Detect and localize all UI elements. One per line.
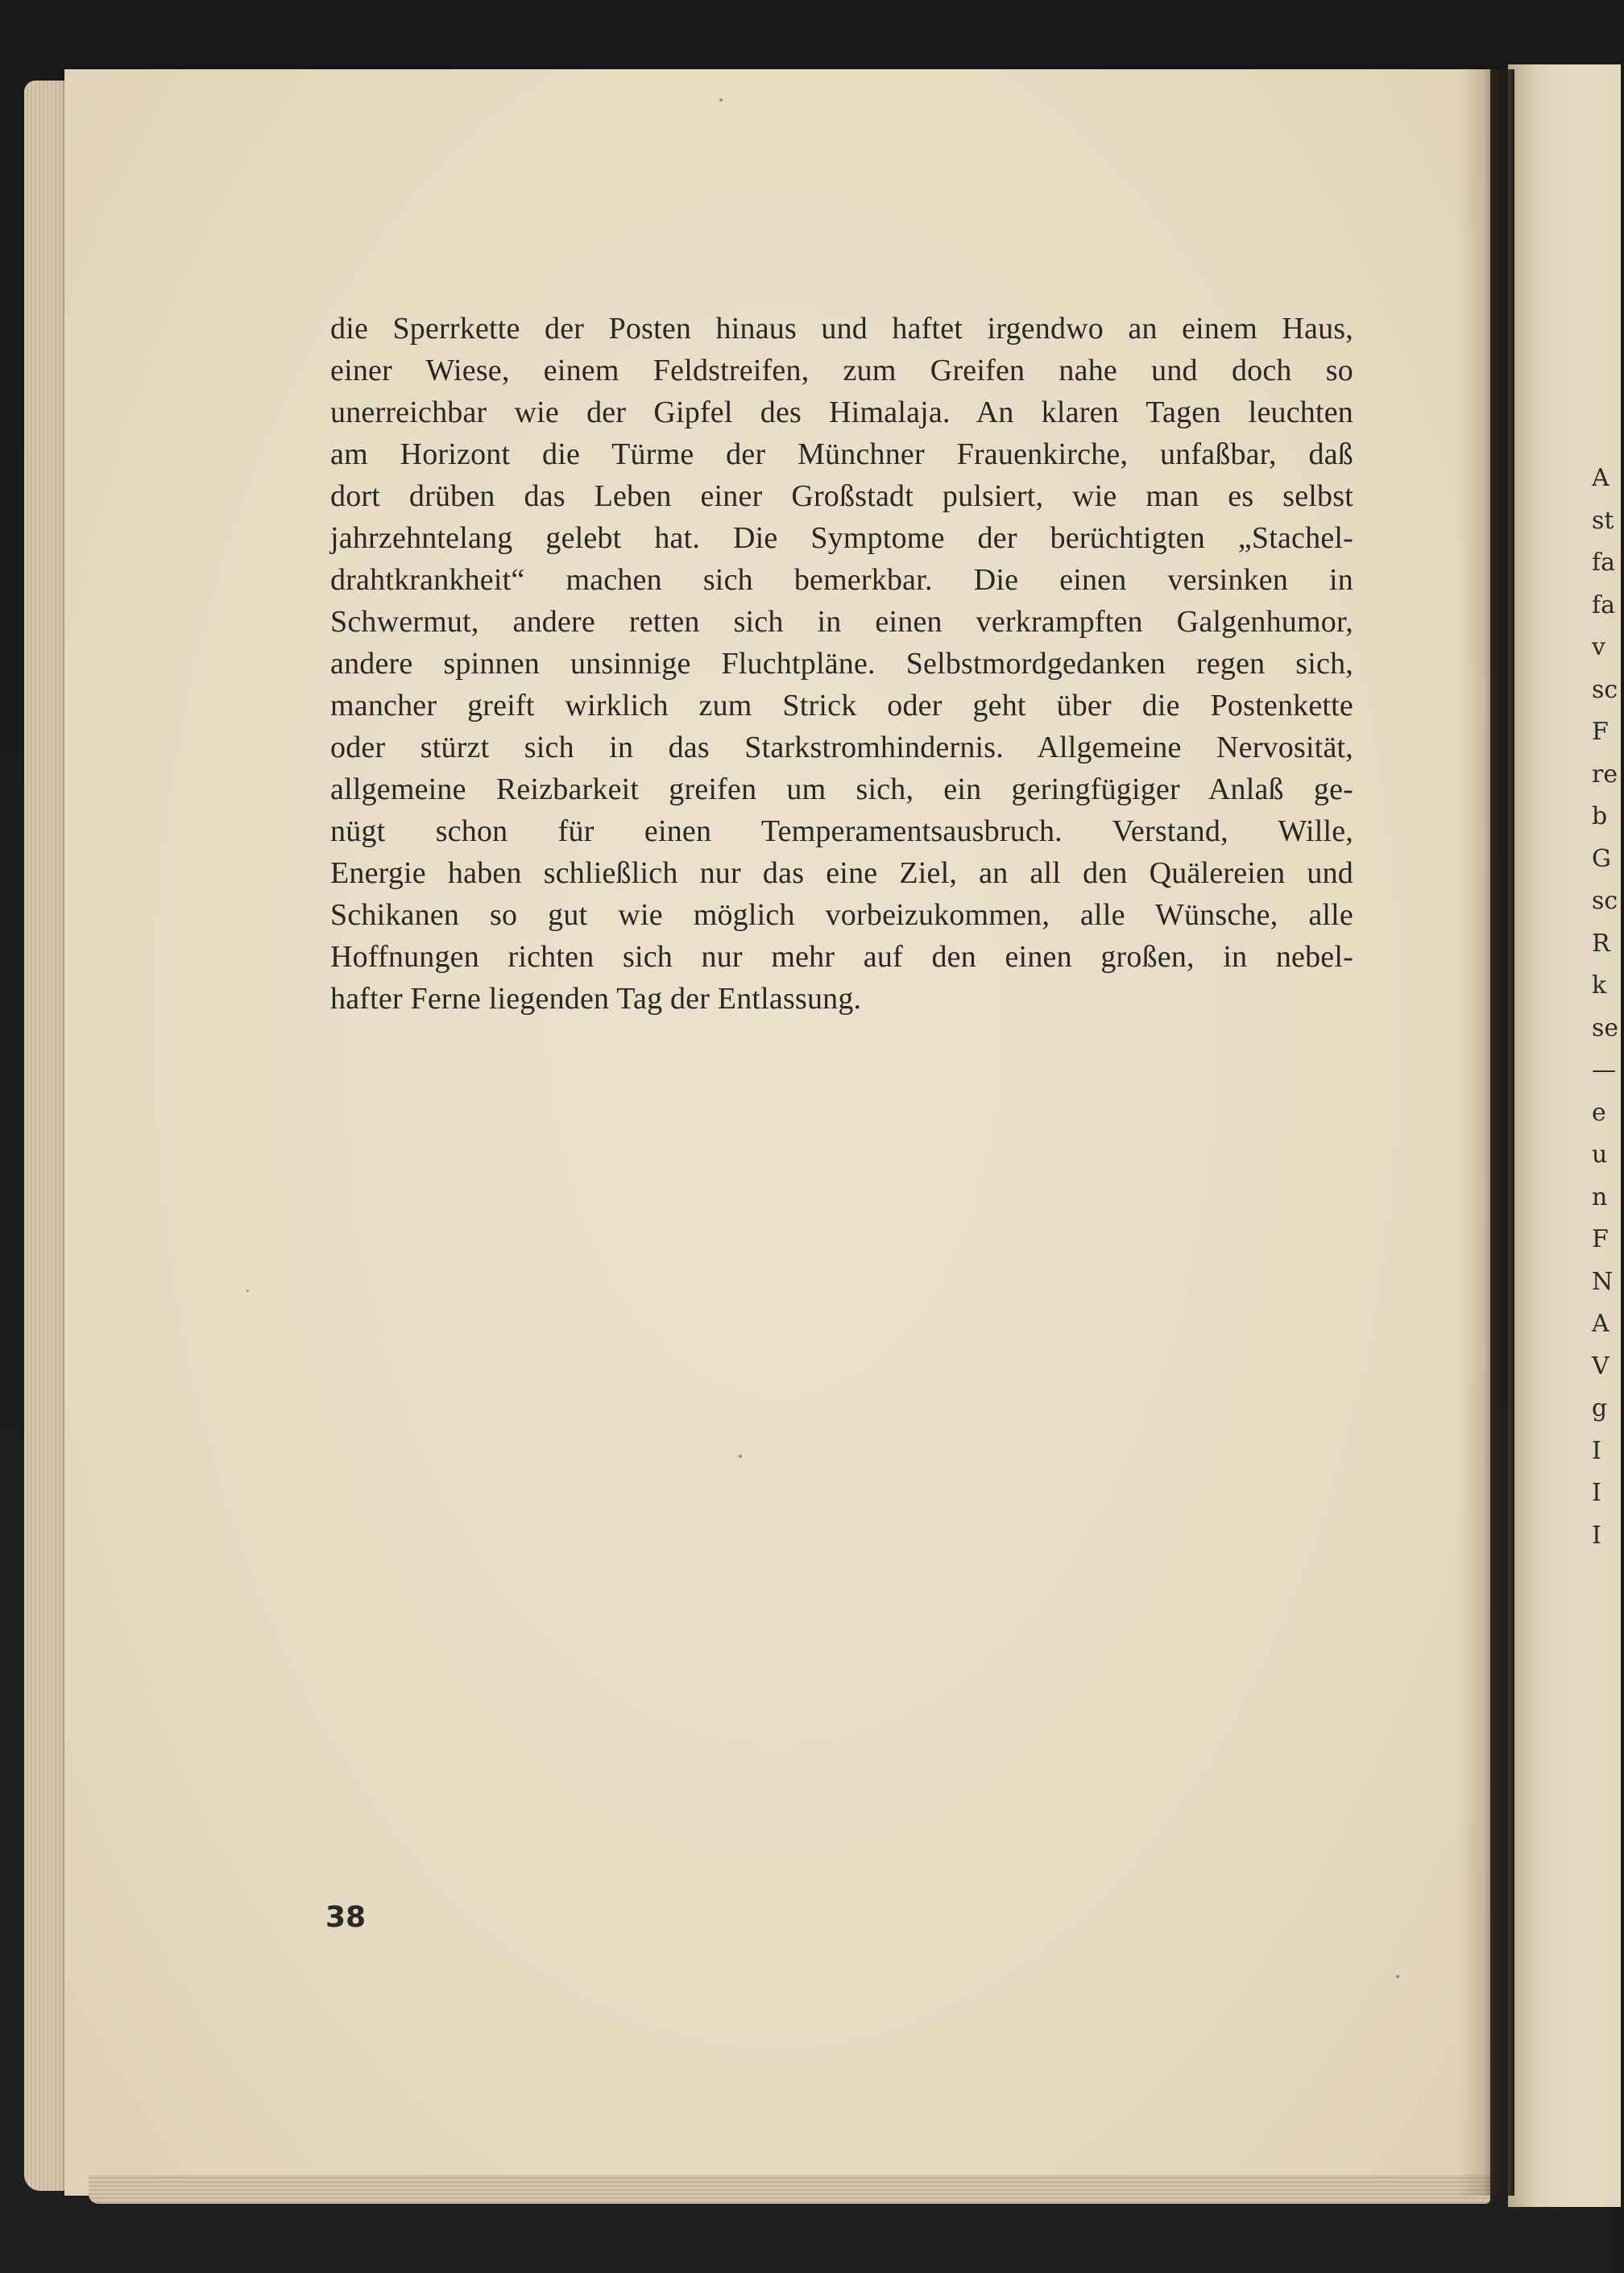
- text-line: einer Wiese, einem Feldstreifen, zum Greifen nahe und doch so: [330, 354, 1353, 387]
- right-fragment: A: [1592, 1310, 1610, 1338]
- text-line: dort drüben das Leben einer Großstadt pulsiert, wie man es selbst: [330, 479, 1353, 513]
- right-fragment: st: [1592, 506, 1614, 535]
- right-fragment: F: [1592, 1225, 1609, 1253]
- right-fragment: se: [1592, 1013, 1619, 1042]
- right-fragment: —: [1592, 1056, 1616, 1084]
- right-page-text-fragments: [1592, 464, 1624, 1563]
- right-fragment: n: [1592, 1182, 1608, 1211]
- body-paragraph: [330, 308, 1353, 1020]
- right-fragment: G: [1592, 844, 1611, 873]
- book-gutter: [1458, 69, 1514, 2196]
- right-fragment: A: [1592, 464, 1610, 492]
- right-fragment: F: [1592, 718, 1609, 746]
- bottom-page-stack-edge: [89, 2175, 1490, 2204]
- right-fragment: e: [1592, 1098, 1606, 1127]
- right-fragment: I: [1592, 1479, 1601, 1507]
- text-line: Schwermut, andere retten sich in einen verkrampften Galgenhumor,: [330, 605, 1353, 639]
- paper-speck: [719, 98, 723, 101]
- text-line: am Horizont die Türme der Münchner Frauenkirche, unfaßbar, daß: [330, 437, 1353, 471]
- paper-speck: [739, 1455, 742, 1458]
- text-line: allgemeine Reizbarkeit greifen um sich, ein geringfügiger Anlaß ge-: [330, 772, 1353, 806]
- text-line: Schikanen so gut wie möglich vorbeizukommen, alle Wünsche, alle: [330, 898, 1353, 932]
- text-line: die Sperrkette der Posten hinaus und haftet irgendwo an einem Haus,: [330, 312, 1353, 346]
- right-fragment: I: [1592, 1436, 1601, 1465]
- right-fragment: V: [1592, 1352, 1610, 1381]
- text-line: unerreichbar wie der Gipfel des Himalaja. An klaren Tagen leuchten: [330, 395, 1353, 429]
- right-fragment: fa: [1592, 590, 1615, 619]
- right-fragment: N: [1592, 1267, 1614, 1296]
- text-line: jahrzehntelang gelebt hat. Die Symptome der berüchtigten „Stachel-: [330, 521, 1353, 555]
- text-line: mancher greift wirklich zum Strick oder geht über die Postenkette: [330, 689, 1353, 722]
- paper-speck: [1396, 1975, 1399, 1978]
- text-line: oder stürzt sich in das Starkstromhindernis. Allgemeine Nervosität,: [330, 731, 1353, 764]
- text-line: Hoffnungen richten sich nur mehr auf den einen großen, in nebel-: [330, 940, 1353, 974]
- right-fragment: g: [1592, 1394, 1608, 1422]
- right-fragment: v: [1592, 633, 1605, 661]
- right-fragment: k: [1592, 971, 1607, 1000]
- right-fragment: re: [1592, 760, 1618, 789]
- right-fragment: b: [1592, 802, 1608, 830]
- right-fragment: u: [1592, 1141, 1608, 1169]
- paper-speck: [246, 1290, 249, 1292]
- right-fragment: fa: [1592, 549, 1615, 577]
- page-number: 38: [325, 1901, 367, 1934]
- text-line: andere spinnen unsinnige Fluchtpläne. Selbstmordgedanken regen sich,: [330, 647, 1353, 681]
- right-fragment: I: [1592, 1521, 1601, 1550]
- text-line: drahtkrankheit“ machen sich bemerkbar. Die einen versinken in: [330, 563, 1353, 597]
- text-line: Energie haben schließlich nur das eine Ziel, an all den Quälereien und: [330, 856, 1353, 890]
- right-fragment: sc: [1592, 675, 1618, 704]
- right-fragment: R: [1592, 929, 1610, 958]
- right-fragment: sc: [1592, 887, 1618, 915]
- text-line: hafter Ferne liegenden Tag der Entlassung.: [330, 982, 862, 1016]
- text-line: nügt schon für einen Temperamentsausbruch. Verstand, Wille,: [330, 814, 1353, 848]
